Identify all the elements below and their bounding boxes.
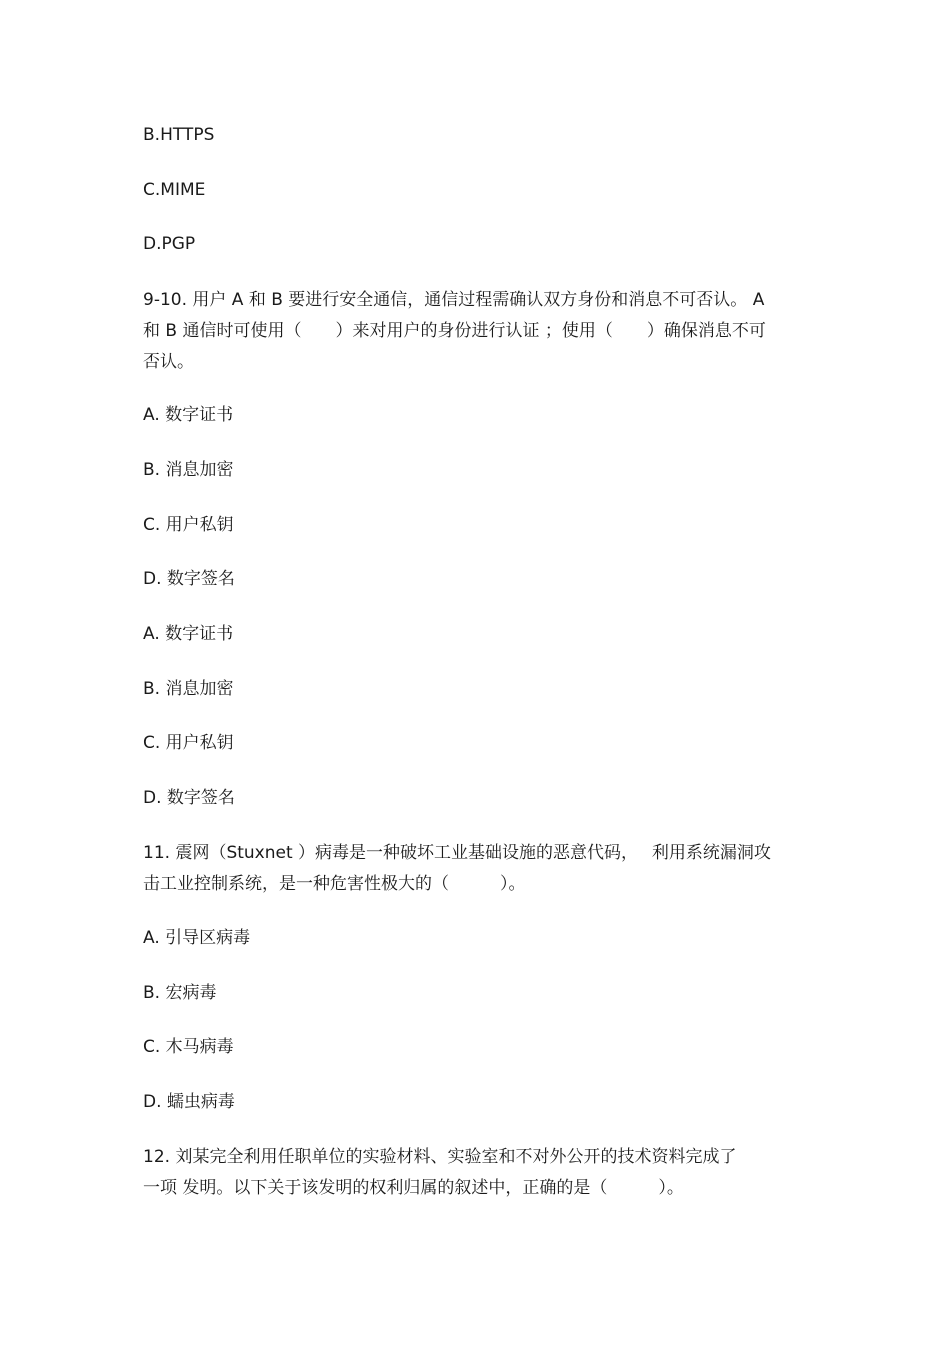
option-q11-b: B. 宏病毒: [143, 983, 217, 1003]
question-line: 击工业控制系统，是一种危害性极大的（ ）。: [143, 874, 526, 894]
option-q9-a: A. 数字证书: [143, 405, 234, 425]
option-q9-c: C. 用户私钥: [143, 515, 234, 535]
question-line: 12. 刘某完全利用任职单位的实验材料、实验室和不对外公开的技术资料完成了: [143, 1147, 737, 1167]
option-q9-d: D. 数字签名: [143, 569, 235, 589]
question-line: 一项 发明。以下关于该发明的权利归属的叙述中，正确的是（ ）。: [143, 1178, 684, 1198]
option-q10-c: C. 用户私钥: [143, 733, 234, 753]
question-9-10-stem: [143, 285, 811, 378]
question-line: 9-10. 用户 A 和 B 要进行安全通信，通信过程需确认双方身份和消息不可否认。 A: [143, 290, 765, 310]
option-q8-d: D.PGP: [143, 234, 196, 254]
option-q8-b: B.HTTPS: [143, 125, 215, 145]
option-q9-b: B. 消息加密: [143, 460, 234, 480]
option-q10-a: A. 数字证书: [143, 624, 234, 644]
option-q10-b: B. 消息加密: [143, 679, 234, 699]
question-line: 11. 震网（Stuxnet ）病毒是一种破坏工业基础设施的恶意代码， 利用系统漏洞攻: [143, 843, 771, 863]
question-12-stem: [143, 1142, 811, 1204]
option-q11-c: C. 木马病毒: [143, 1037, 234, 1057]
option-q10-d: D. 数字签名: [143, 788, 235, 808]
question-line: 否认。: [143, 352, 194, 372]
question-11-stem: [143, 838, 811, 900]
option-q8-c: C.MIME: [143, 180, 206, 200]
question-line: 和 B 通信时可使用（ ）来对用户的身份进行认证 ；使用（ ）确保消息不可: [143, 321, 766, 341]
option-q11-a: A. 引导区病毒: [143, 928, 251, 948]
option-q11-d: D. 蠕虫病毒: [143, 1092, 235, 1112]
